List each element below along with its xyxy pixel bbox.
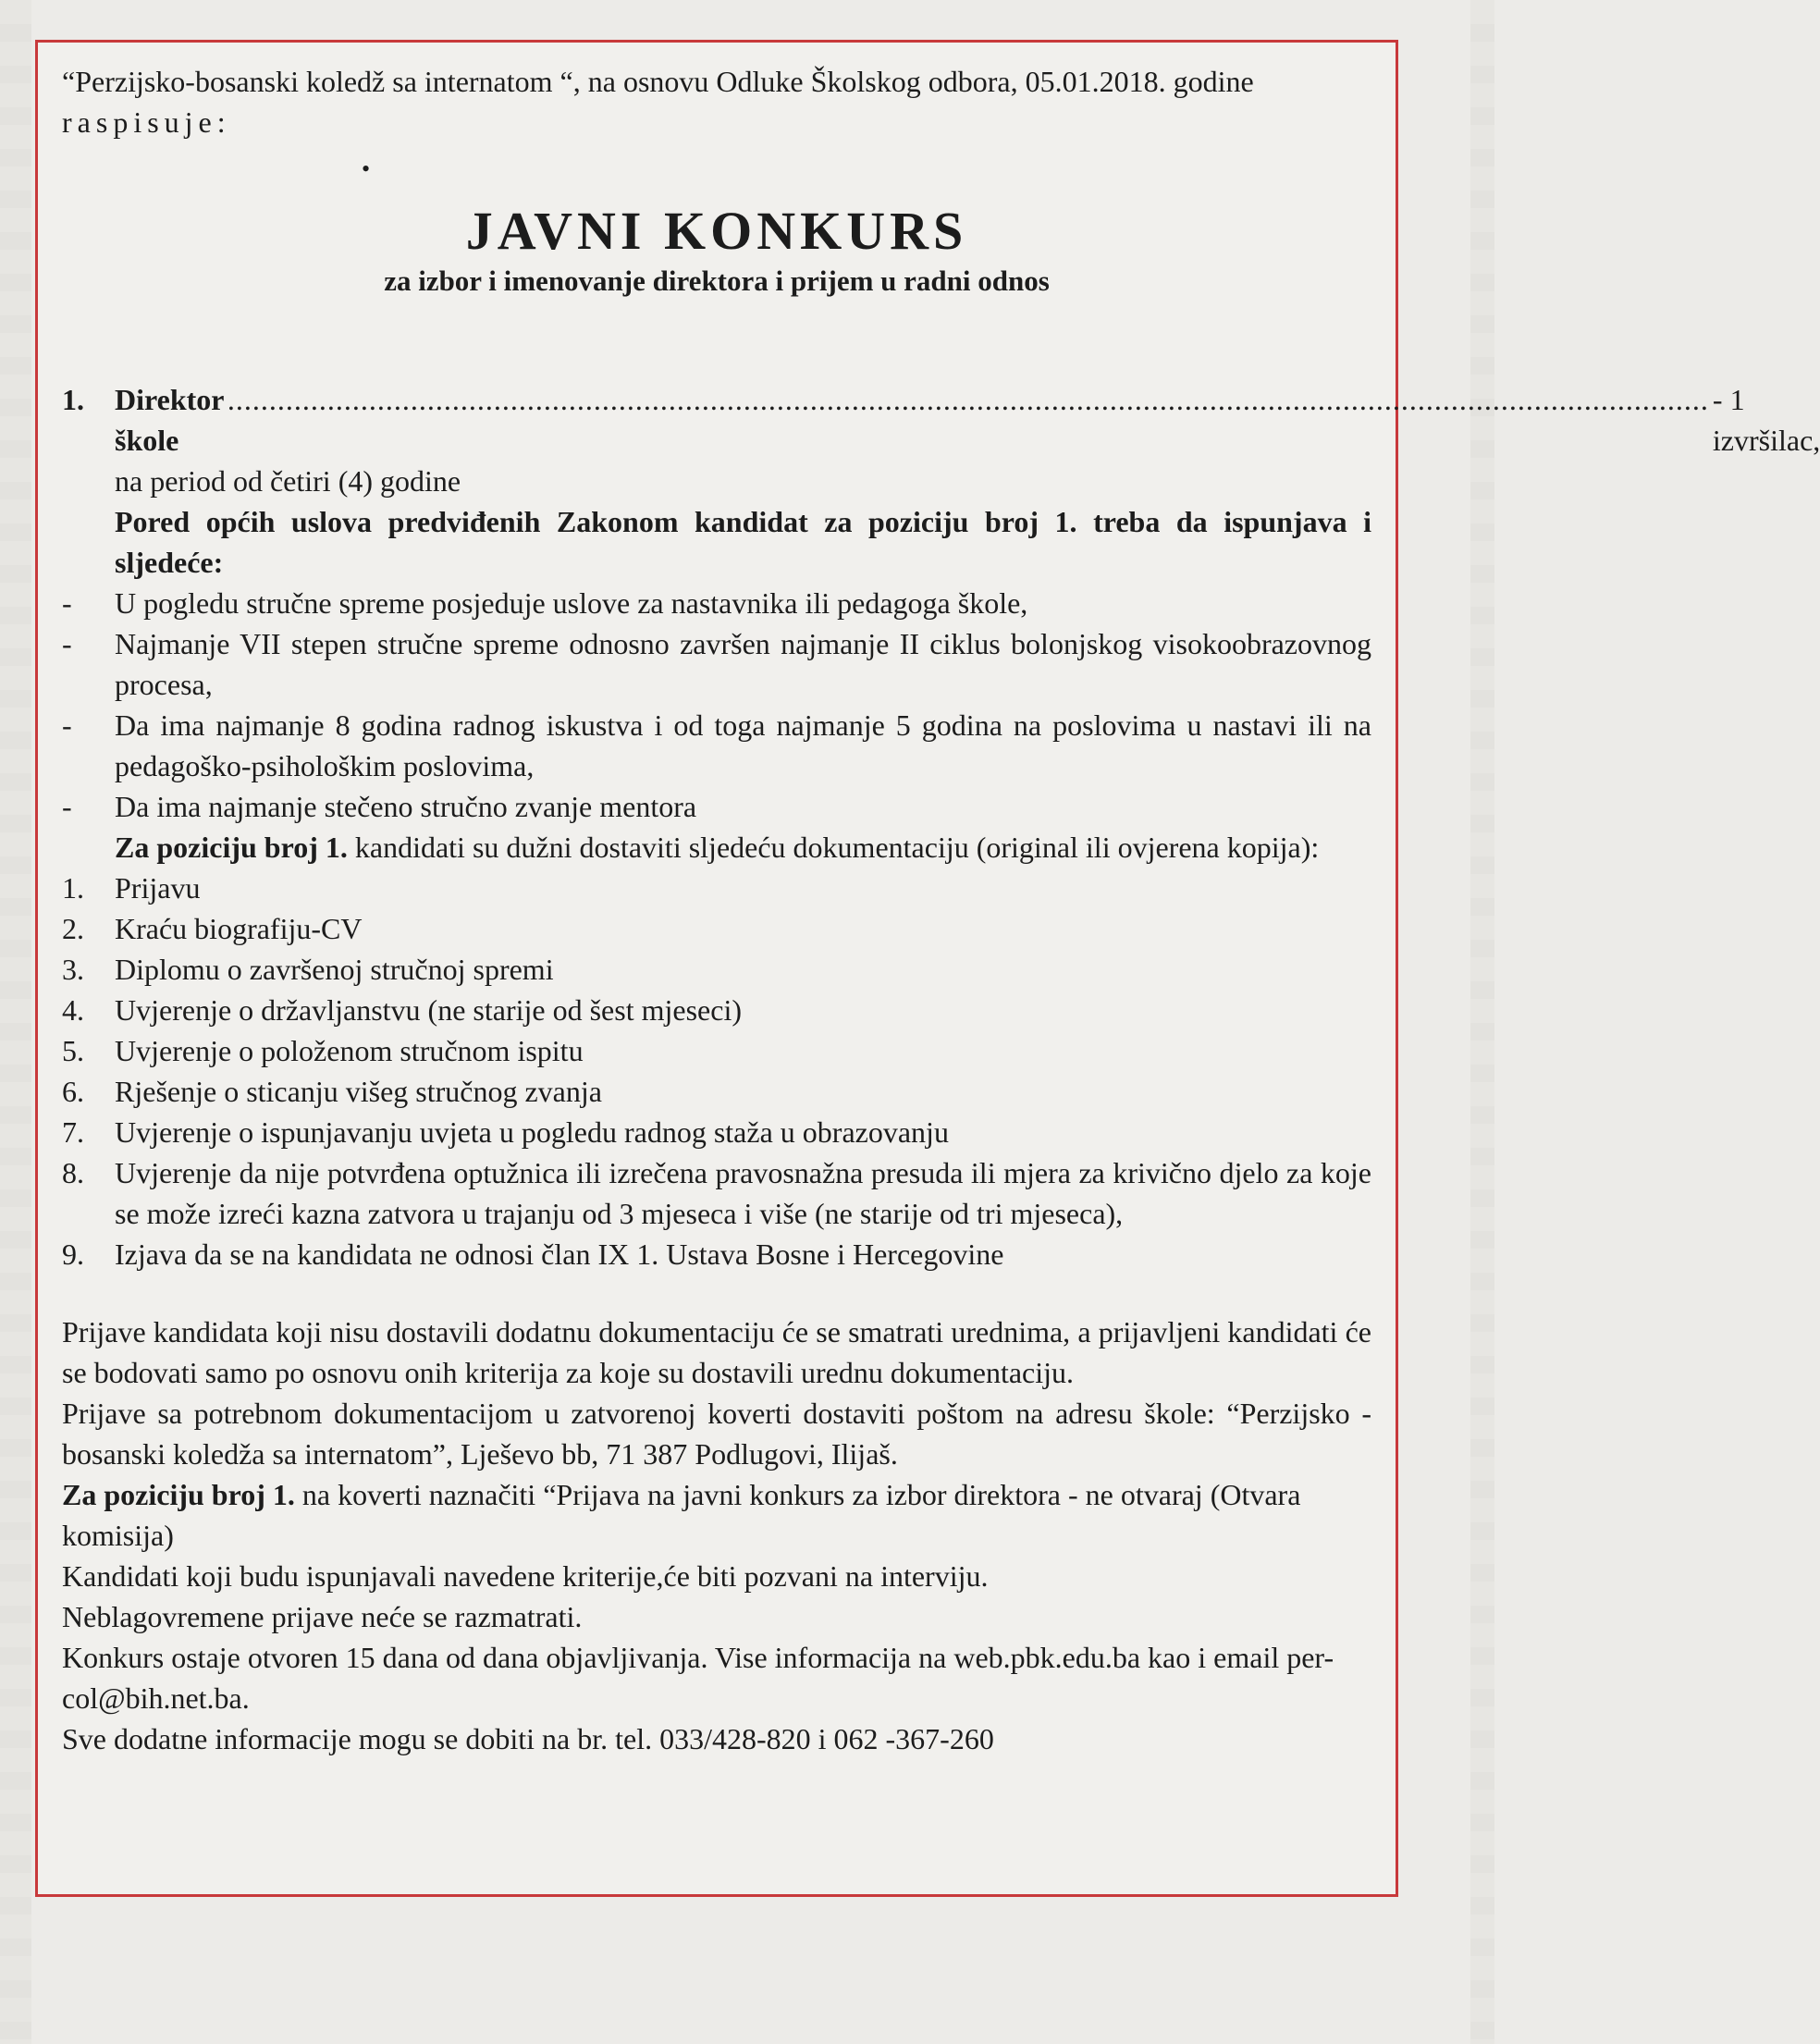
document-text: Izjava da se na kandidata ne odnosi član IX 1. Ustava Bosne i Hercegovine	[115, 1237, 1004, 1271]
document-number: 5.	[62, 1034, 84, 1067]
condition-item	[62, 623, 1371, 705]
document-number: 9.	[62, 1237, 84, 1271]
document-item	[62, 949, 1371, 990]
documents-intro	[62, 827, 1371, 868]
notice-subtitle: za izbor i imenovanje direktora i prijem u radni odnos	[384, 265, 1050, 297]
note-envelope-bold: Za poziciju broj 1.	[62, 1478, 295, 1511]
document-number: 6.	[62, 1075, 84, 1108]
condition-bullet: -	[62, 627, 72, 660]
document-item	[62, 1030, 1371, 1071]
documents-intro-text: kandidati su dužni dostaviti sljedeću dokumentaciju (original ili ovjerena kopija):	[347, 831, 1320, 864]
condition-item	[62, 705, 1371, 786]
note-duration: Konkurs ostaje otvoren 15 dana od dana objavljivanja. Vise informacija na web.pbk.edu.ba kao i email per-col@bih.net.ba.	[62, 1641, 1334, 1715]
document-item	[62, 1112, 1371, 1152]
position-count: - 1 izvršilac,	[1712, 383, 1820, 457]
document-item	[62, 868, 1371, 908]
document-number: 7.	[62, 1115, 84, 1149]
note-envelope	[62, 1474, 1371, 1556]
position-row	[62, 379, 1820, 461]
document-text: Prijavu	[115, 871, 201, 905]
intro-announces: raspisuje:	[62, 105, 231, 139]
document-item	[62, 908, 1371, 949]
conditions-list	[62, 583, 1371, 827]
position-line	[115, 379, 1820, 461]
note-contact: Sve dodatne informacije mogu se dobiti na br. tel. 033/428-820 i 062 -367-260	[62, 1722, 994, 1755]
note-address: Prijave sa potrebnom dokumentacijom u zatvorenoj koverti dostaviti poštom na adresu škole: “Perzijsko -bosanski koledža sa internatom”, Lješevo bb, 71 387 Podlugovi, Ilijaš.	[62, 1397, 1371, 1471]
condition-item	[62, 583, 1371, 623]
condition-bullet: -	[62, 708, 72, 742]
document-number: 1.	[62, 871, 84, 905]
adjacent-page-edge-left	[0, 0, 31, 2044]
condition-bullet: -	[62, 790, 72, 823]
adjacent-page-edge-right	[1470, 0, 1494, 2044]
job-notice	[35, 40, 1820, 1897]
document-item	[62, 1152, 1371, 1234]
document-item	[62, 1071, 1371, 1112]
spacer	[62, 1274, 1371, 1311]
document-item	[62, 990, 1371, 1030]
condition-text: U pogledu stručne spreme posjeduje uslove za nastavnika ili pedagoga škole,	[115, 586, 1028, 620]
document-text: Uvjerenje da nije potvrđena optužnica ili izrečena pravosnažna presuda ili mjera za krivično djelo za koje se može izreći kazna zatvora u trajanju od 3 mjeseca i više (ne starije od tri mjeseca),	[115, 1156, 1371, 1230]
document-text: Diplomu o završenoj stručnoj spremi	[115, 953, 554, 986]
note-envelope-text: na koverti naznačiti “Prijava na javni konkurs za izbor direktora - ne otvaraj (Otvara komisija)	[62, 1478, 1301, 1552]
note-late: Neblagovremene prijave neće se razmatrati.	[62, 1600, 583, 1633]
condition-item	[62, 786, 1371, 827]
document-number: 3.	[62, 953, 84, 986]
position-number: 1.	[62, 383, 84, 416]
document-text: Uvjerenje o položenom stručnom ispitu	[115, 1034, 584, 1067]
document-item	[62, 1234, 1371, 1274]
position-name: Direktor škole	[115, 383, 224, 457]
dot-leader: ..................................................................................................................................................................................	[227, 383, 1709, 416]
document-number: 8.	[62, 1156, 84, 1189]
position-period: na period od četiri (4) godine	[115, 464, 461, 498]
documents-list	[62, 868, 1371, 1274]
note-incomplete: Prijave kandidata koji nisu dostavili dodatnu dokumentaciju će se smatrati urednima, a prijavljeni kandidati će se bodovati samo po osnovu onih kriterija za koje su dostavili urednu dokumentaciju.	[62, 1315, 1371, 1389]
document-text: Kraću biografiju-CV	[115, 912, 363, 945]
documents-intro-bold: Za poziciju broj 1.	[115, 831, 348, 864]
document-text: Uvjerenje o ispunjavanju uvjeta u pogledu radnog staža u obrazovanju	[115, 1115, 949, 1149]
document-text: Rješenje o sticanju višeg stručnog zvanja	[115, 1075, 602, 1108]
note-interview: Kandidati koji budu ispunjavali navedene kriterije,će biti pozvani na interviju.	[62, 1559, 989, 1593]
conditions-heading: Pored općih uslova predviđenih Zakonom kandidat za poziciju broj 1. treba da ispunjava i sljedeće:	[115, 505, 1371, 579]
document-text: Uvjerenje o državljanstvu (ne starije od šest mjeseci)	[115, 993, 742, 1027]
condition-bullet: -	[62, 586, 72, 620]
intro-line: “Perzijsko-bosanski koledž sa internatom “, na osnovu Odluke Školskog odbora, 05.01.2018. godine	[62, 65, 1254, 98]
notice-title: JAVNI KONKURS	[465, 201, 968, 261]
print-speck-icon: •	[362, 155, 371, 182]
condition-text: Da ima najmanje 8 godina radnog iskustva i od toga najmanje 5 godina na poslovima u nastavi ili na pedagoško-psihološkim poslovima,	[115, 708, 1371, 782]
document-number: 2.	[62, 912, 84, 945]
condition-text: Da ima najmanje stečeno stručno zvanje mentora	[115, 790, 697, 823]
document-number: 4.	[62, 993, 84, 1027]
condition-text: Najmanje VII stepen stručne spreme odnosno završen najmanje II ciklus bolonjskog visokoobrazovnog procesa,	[115, 627, 1371, 701]
